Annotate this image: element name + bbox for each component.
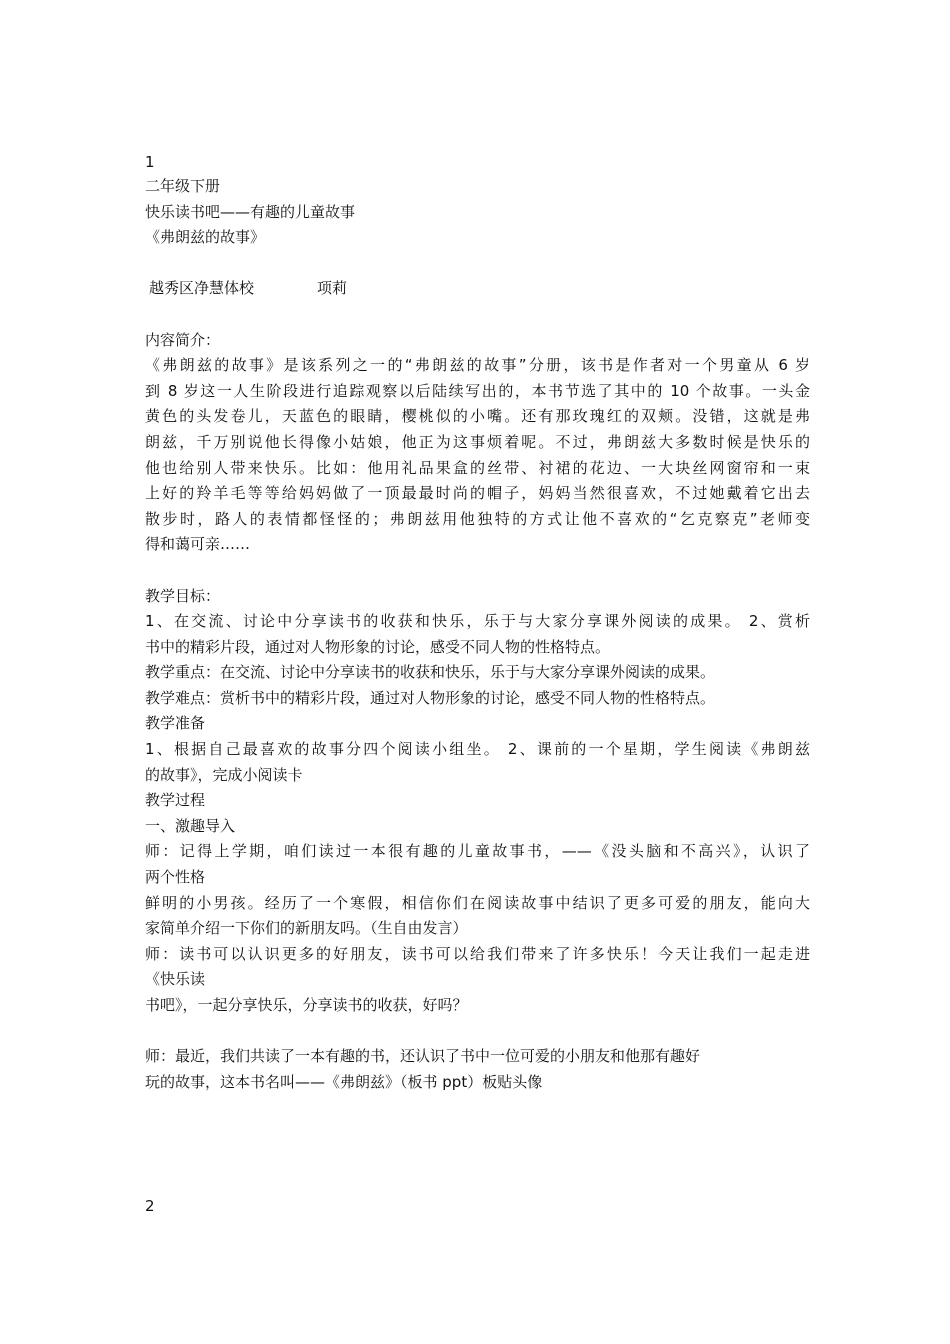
author-row — [145, 276, 810, 302]
book-title: 《弗朗兹的故事》 — [145, 228, 266, 247]
section-heading: 一、激趣导入 — [145, 816, 236, 835]
school-name: 越秀区净慧体校 — [149, 279, 255, 298]
process-heading: 教学过程 — [145, 791, 206, 810]
preparation-line: 的故事》，完成小阅读卡 — [145, 765, 303, 784]
spacer — [145, 251, 810, 277]
process-line: 师：最近，我们共读了一本有趣的书，还认识了书中一位可爱的小朋友和他那有趣好 — [145, 1047, 701, 1066]
summary-line: 散步时，路人的表情都怪怪的；弗朗兹用他独特的方式让他不喜欢的“乞克察克”老师变 — [145, 509, 810, 528]
goals-line: 1、在交流、讨论中分享读书的收获和快乐，乐于与大家分享课外阅读的成果。 2、赏析 — [145, 612, 810, 631]
summary-line: 他也给别人带来快乐。比如：他用礼品果盒的丝带、衬裙的花边、一大块丝网窗帘和一束 — [145, 458, 810, 477]
summary-heading: 内容简介： — [145, 330, 221, 349]
goals-heading: 教学目标： — [145, 586, 221, 605]
goals-line: 书中的精彩片段，通过对人物形象的讨论，感受不同人物的性格特点。 — [145, 637, 611, 656]
preparation-line: 1、根据自己最喜欢的故事分四个阅读小组坐。 2、课前的一个星期，学生阅读《弗朗兹 — [145, 740, 810, 759]
process-line: 《快乐读 — [145, 970, 206, 989]
summary-line: 上好的羚羊毛等等给妈妈做了一顶最最时尚的帽子，妈妈当然很喜欢，不过她戴着它出去 — [145, 484, 810, 503]
page-number-top: 1 — [145, 153, 155, 171]
spacer — [145, 302, 810, 328]
difficulty: 教学难点：赏析书中的精彩片段，通过对人物形象的讨论，感受不同人物的性格特点。 — [145, 688, 716, 707]
summary-line: 《弗朗兹的故事》是该系列之一的“弗朗兹的故事”分册，该书是作者对一个男童从 6 岁 — [145, 356, 810, 375]
summary-line: 黄色的头发卷儿，天蓝色的眼睛，樱桃似的小嘴。还有那玫瑰红的双颊。没错，这就是弗 — [145, 407, 810, 426]
summary-line: 朗兹，千万别说他长得像小姑娘，他正为这事烦着呢。不过，弗朗兹大多数时候是快乐的 — [145, 432, 810, 451]
process-line: 鲜明的小男孩。经历了一个寒假，相信你们在阅读故事中结识了更多可爱的朋友，能向大 — [145, 893, 810, 912]
process-line: 师：读书可以认识更多的好朋友，读书可以给我们带来了许多快乐！今天让我们一起走进 — [145, 944, 810, 963]
process-line: 书吧》，一起分享快乐，分享读书的收获，好吗？ — [145, 996, 468, 1014]
teacher-name: 项莉 — [317, 279, 348, 298]
spacer — [145, 1019, 810, 1045]
summary-line: 得和蔼可亲…… — [145, 535, 251, 554]
unit-title: 快乐读书吧——有趣的儿童故事 — [145, 202, 356, 221]
summary-line: 到 8 岁这一人生阶段进行追踪观察以后陆续写出的，本书节选了其中的 10 个故事。一头金 — [145, 381, 810, 400]
process-line: 师：记得上学期，咱们读过一本很有趣的儿童故事书，——《没头脑和不高兴》，认识了 — [145, 842, 810, 861]
process-line: 两个性格 — [145, 868, 206, 887]
document-body — [145, 174, 810, 1095]
grade-line: 二年级下册 — [145, 177, 221, 195]
process-line: 玩的故事，这本书名叫——《弗朗兹》（板书 ppt）板贴头像 — [145, 1072, 543, 1091]
process-line: 家简单介绍一下你们的新朋友吗。（生自由发言） — [145, 919, 468, 938]
spacer — [145, 558, 810, 584]
key-point: 教学重点：在交流、讨论中分享读书的收获和快乐，乐于与大家分享课外阅读的成果。 — [145, 663, 716, 682]
preparation-heading: 教学准备 — [145, 714, 206, 733]
page-number-bottom: 2 — [145, 1197, 155, 1215]
